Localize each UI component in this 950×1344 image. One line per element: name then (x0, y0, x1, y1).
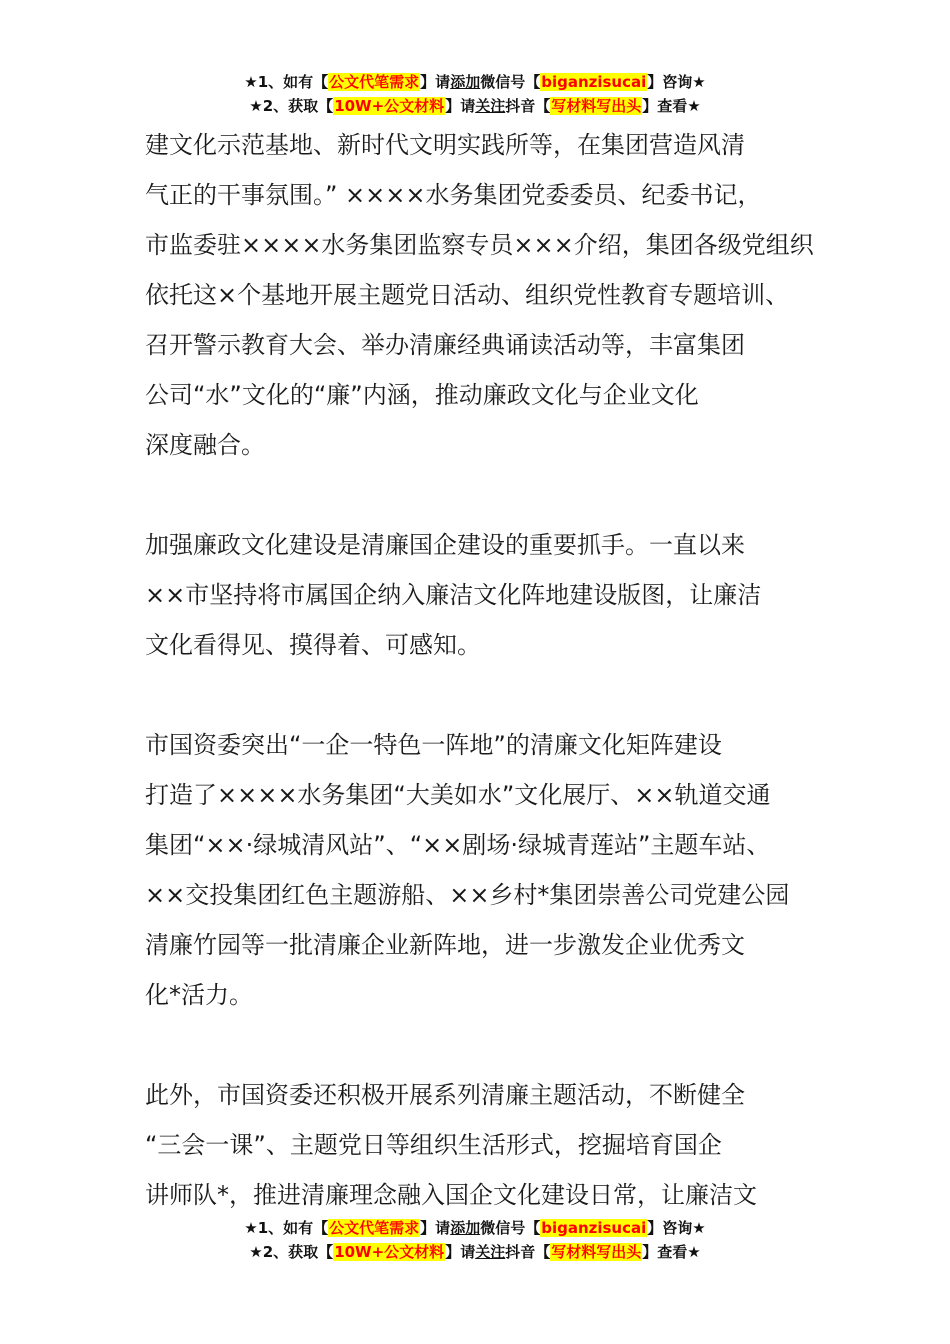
banner-underline: 关注 (475, 1243, 506, 1261)
text-line: 此外，市国资委还积极开展系列清廉主题活动，不断健全 (145, 1081, 745, 1109)
banner-text: ★2、获取【 (249, 1243, 334, 1261)
text-line: 文化看得见、摸得着、可感知。 (145, 631, 481, 659)
banner-text: 】请 (445, 1243, 476, 1261)
text-line: 清廉竹园等一批清廉企业新阵地，进一步激发企业优秀文 (145, 931, 745, 959)
text-line: ××市坚持将市属国企纳入廉洁文化阵地建设版图，让廉洁 (145, 581, 762, 609)
text-line: 讲师队*，推进清廉理念融入国企文化建设日常，让廉洁文 (145, 1181, 757, 1209)
banner-text: 微信号【 (480, 73, 541, 91)
banner-highlight: biganzisucai (541, 1219, 647, 1237)
banner-text: 】咨询★ (647, 1219, 706, 1237)
text-line: 加强廉政文化建设是清廉国企建设的重要抓手。一直以来 (145, 531, 745, 559)
banner-line-1 (0, 70, 950, 94)
footer-banner (0, 1216, 950, 1264)
text-line: ××交投集团红色主题游船、××乡村*集团崇善公司党建公园 (145, 881, 790, 909)
banner-highlight: 写材料写出头 (551, 97, 642, 115)
paragraph (145, 720, 825, 1020)
text-line: 市监委驻××××水务集团监察专员×××介绍，集团各级党组织 (145, 231, 814, 259)
banner-text: 】请 (420, 73, 451, 91)
document-body (145, 120, 825, 1270)
banner-line-2 (0, 94, 950, 118)
banner-line-1 (0, 1216, 950, 1240)
banner-underline: 关注 (475, 97, 506, 115)
banner-highlight: 公文代笔需求 (329, 73, 420, 91)
banner-underline: 添加 (450, 73, 481, 91)
banner-text: 抖音【 (505, 97, 551, 115)
banner-highlight: 公文代笔需求 (329, 1219, 420, 1237)
text-line: 打造了××××水务集团“大美如水”文化展厅、××轨道交通 (145, 781, 771, 809)
text-line: 深度融合。 (145, 431, 265, 459)
banner-text: 微信号【 (480, 1219, 541, 1237)
banner-highlight: biganzisucai (541, 73, 647, 91)
paragraph (145, 120, 825, 470)
banner-text: 抖音【 (505, 1243, 551, 1261)
banner-underline: 添加 (450, 1219, 481, 1237)
text-line: 市国资委突出“一企一特色一阵地”的清廉文化矩阵建设 (145, 731, 722, 759)
banner-text: 】咨询★ (647, 73, 706, 91)
banner-highlight: 10W+公文材料 (334, 1243, 445, 1261)
banner-highlight: 10W+公文材料 (334, 97, 445, 115)
banner-text: ★2、获取【 (249, 97, 334, 115)
text-line: “三会一课”、主题党日等组织生活形式，挖掘培育国企 (145, 1131, 722, 1159)
paragraph (145, 1070, 825, 1220)
text-line: 公司“水”文化的“廉”内涵，推动廉政文化与企业文化 (145, 381, 699, 409)
banner-highlight: 写材料写出头 (551, 1243, 642, 1261)
banner-text: ★1、如有【 (244, 73, 329, 91)
text-line: 召开警示教育大会、举办清廉经典诵读活动等，丰富集团 (145, 331, 745, 359)
banner-text: 】请 (445, 97, 476, 115)
paragraph (145, 520, 825, 670)
text-line: 建文化示范基地、新时代文明实践所等，在集团营造风清 (145, 131, 745, 159)
text-line: 依托这×个基地开展主题党日活动、组织党性教育专题培训、 (145, 281, 790, 309)
banner-text: 】查看★ (642, 97, 701, 115)
banner-line-2 (0, 1240, 950, 1264)
banner-text: 】查看★ (642, 1243, 701, 1261)
banner-text: 】请 (420, 1219, 451, 1237)
banner-text: ★1、如有【 (244, 1219, 329, 1237)
header-banner (0, 70, 950, 118)
text-line: 化*活力。 (145, 981, 253, 1009)
text-line: 气正的干事氛围。” ××××水务集团党委委员、纪委书记， (145, 181, 762, 209)
text-line: 集团“××·绿城清风站”、“××剧场·绿城青莲站”主题车站、 (145, 831, 771, 859)
